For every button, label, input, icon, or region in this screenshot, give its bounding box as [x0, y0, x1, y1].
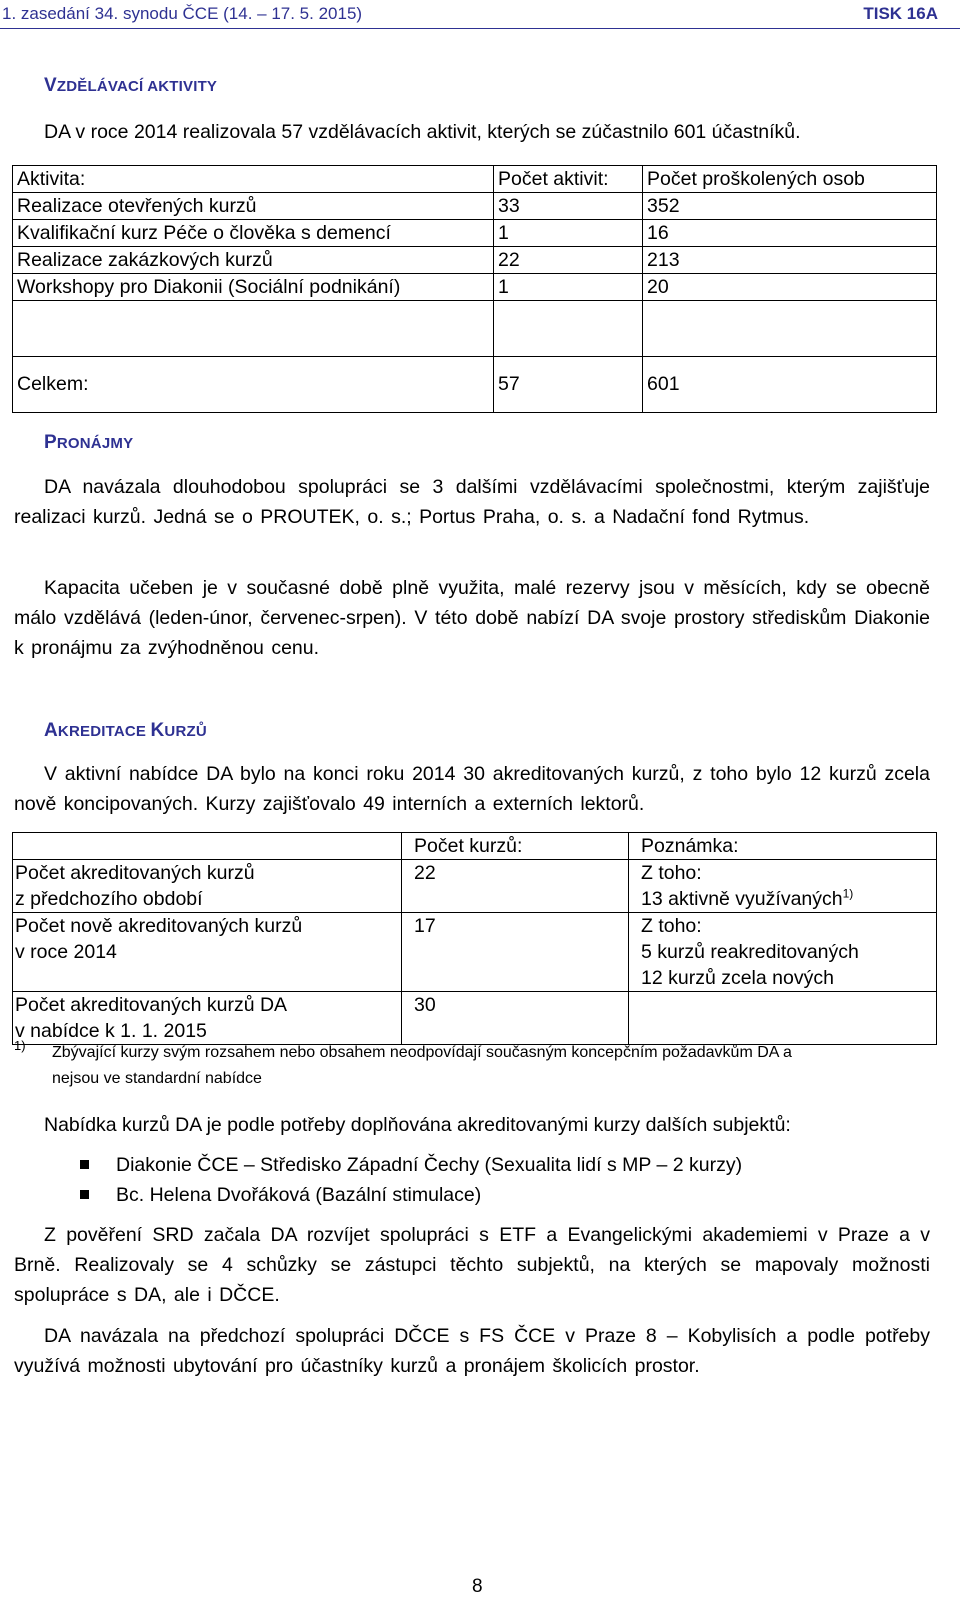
table-cell: 1 — [494, 274, 643, 301]
total-participants: 601 — [643, 357, 937, 413]
accreditation-table — [12, 832, 937, 1045]
column-header: Počet aktivit: — [494, 166, 643, 193]
column-header: Počet proškolených osob — [643, 166, 937, 193]
table-cell: 16 — [643, 220, 937, 247]
bullet-icon — [80, 1190, 89, 1199]
heading-rest: RONÁJMY — [56, 435, 134, 452]
table-header-row — [13, 166, 937, 193]
total-count: 57 — [494, 357, 643, 413]
header-rule — [0, 28, 960, 29]
column-header: Aktivita: — [13, 166, 494, 193]
table-cell — [13, 913, 402, 992]
table-cell: 213 — [643, 247, 937, 274]
activities-table — [12, 165, 937, 413]
cooperation-paragraph: Z pověření SRD začala DA rozvíjet spolupráci s ETF a Evangelickými akademiemi v Praze a v Brně. Realizovaly se 4 schůzky se zástupci těchto subjektů, na kterých se mapovaly možnosti spolupráce s DA, ale i DČCE. — [14, 1224, 930, 1306]
footnote-ref: 1) — [842, 886, 854, 901]
table-cell — [629, 913, 937, 992]
header-title: 1. zasedání 34. synodu ČCE (14. – 17. 5. 2015) — [2, 4, 363, 23]
page-number: 8 — [472, 1576, 483, 1597]
section-heading-education — [44, 75, 217, 97]
table-cell: 20 — [643, 274, 937, 301]
table-cell — [629, 992, 937, 1045]
table-cell: 22 — [494, 247, 643, 274]
note-line: 5 kurzů reakreditovaných — [641, 941, 859, 963]
table-cell: Kvalifikační kurz Péče o člověka s demencí — [13, 220, 494, 247]
table-cell: 30 — [402, 992, 629, 1045]
offer-intro: Nabídka kurzů DA je podle potřeby doplňována akreditovanými kurzy dalších subjektů: — [44, 1114, 791, 1136]
table-row — [13, 220, 937, 247]
table-row — [13, 992, 937, 1045]
footnote-line-2: nejsou ve standardní nabídce — [52, 1070, 262, 1087]
education-intro: DA v roce 2014 realizovala 57 vzdělávacích aktivit, kterých se zúčastnilo 601 účastníků. — [44, 121, 801, 143]
previous-cooperation-paragraph: DA navázala na předchozí spolupráci DČCE s FS ČCE v Praze 8 – Kobylisích a podle potřeby využívá možnosti ubytování pro účastníky kurzů a pronájem školicích prostor. — [14, 1325, 930, 1377]
table-row — [13, 193, 937, 220]
column-header: Poznámka: — [629, 833, 937, 860]
table-cell — [13, 860, 402, 913]
table-row — [13, 247, 937, 274]
table-total-row — [13, 357, 937, 413]
table-header-row — [13, 833, 937, 860]
row-label-line: z předchozího období — [15, 888, 203, 910]
accreditation-paragraph: V aktivní nabídce DA bylo na konci roku 2014 30 akreditovaných kurzů, z toho bylo 12 kurzů zcela nově koncipovaných. Kurzy zajišťovalo 49 interních a externích lektorů. — [14, 763, 930, 815]
table-spacer-row — [13, 301, 937, 357]
note-line: 13 aktivně využívaných$^{1)}$ — [641, 886, 854, 910]
table-cell: 33 — [494, 193, 643, 220]
footnote-line-1: Zbývající kurzy svým rozsahem nebo obsahem neodpovídají současným koncepčním požadavkům DA a — [52, 1044, 792, 1061]
table-cell — [629, 860, 937, 913]
note-line: Z toho: — [641, 862, 702, 884]
total-label: Celkem: — [13, 357, 494, 413]
heading-rest: KREDITACE — [57, 723, 151, 740]
table-cell: Realizace otevřených kurzů — [13, 193, 494, 220]
rentals-paragraph-2: Kapacita učeben je v současné době plně využita, malé rezervy jsou v měsících, kdy se obecně málo vzdělává (leden-únor, červenec-srpen). V této době nabízí DA svoje prostory střediskům Diakonie k pronájmu za zvýhodněnou cenu. — [14, 577, 930, 659]
table-row — [13, 860, 937, 913]
row-label-line: v roce 2014 — [15, 941, 117, 963]
column-header: Počet kurzů: — [402, 833, 629, 860]
footnote-mark: 1) — [14, 1038, 26, 1053]
row-label-line: Počet nově akreditovaných kurzů — [15, 915, 303, 937]
rentals-paragraph-1: DA navázala dlouhodobou spolupráci se 3 dalšími vzdělávacími společnostmi, kterým zajišťuje realizaci kurzů. Jedná se o PROUTEK, o. s.; Portus Praha, o. s. a Nadační fond Rytmus. — [14, 476, 930, 528]
heading-rest: ZDĚLÁVACÍ AKTIVITY — [56, 78, 218, 95]
heading-initial: A — [44, 720, 58, 741]
print-number: TISK 16A — [863, 4, 938, 23]
table-cell: 17 — [402, 913, 629, 992]
heading-initial: P — [44, 432, 57, 453]
row-label-line: Počet akreditovaných kurzů — [15, 862, 255, 884]
heading-rest: URZŮ — [164, 723, 207, 740]
table-cell: 1 — [494, 220, 643, 247]
table-row — [13, 274, 937, 301]
table-row — [13, 913, 937, 992]
section-heading-rentals — [44, 432, 133, 454]
heading-initial: V — [44, 75, 57, 96]
table-cell: Realizace zakázkových kurzů — [13, 247, 494, 274]
table-cell: 352 — [643, 193, 937, 220]
column-header — [13, 833, 402, 860]
row-label-line: v nabídce k 1. 1. 2015 — [15, 1020, 207, 1042]
table-cell: 22 — [402, 860, 629, 913]
heading-initial: K — [150, 720, 165, 741]
row-label-line: Počet akreditovaných kurzů DA — [15, 994, 288, 1016]
table-cell — [13, 992, 402, 1045]
offer-bullet-item: Bc. Helena Dvořáková (Bazální stimulace) — [116, 1184, 482, 1206]
offer-bullet-item: Diakonie ČCE – Středisko Západní Čechy (Sexualita lidí s MP – 2 kurzy) — [116, 1154, 743, 1176]
section-heading-accreditation — [44, 720, 207, 742]
table-cell: Workshopy pro Diakonii (Sociální podnikání) — [13, 274, 494, 301]
note-line: 12 kurzů zcela nových — [641, 967, 834, 989]
bullet-icon — [80, 1160, 89, 1169]
note-line: Z toho: — [641, 915, 702, 937]
